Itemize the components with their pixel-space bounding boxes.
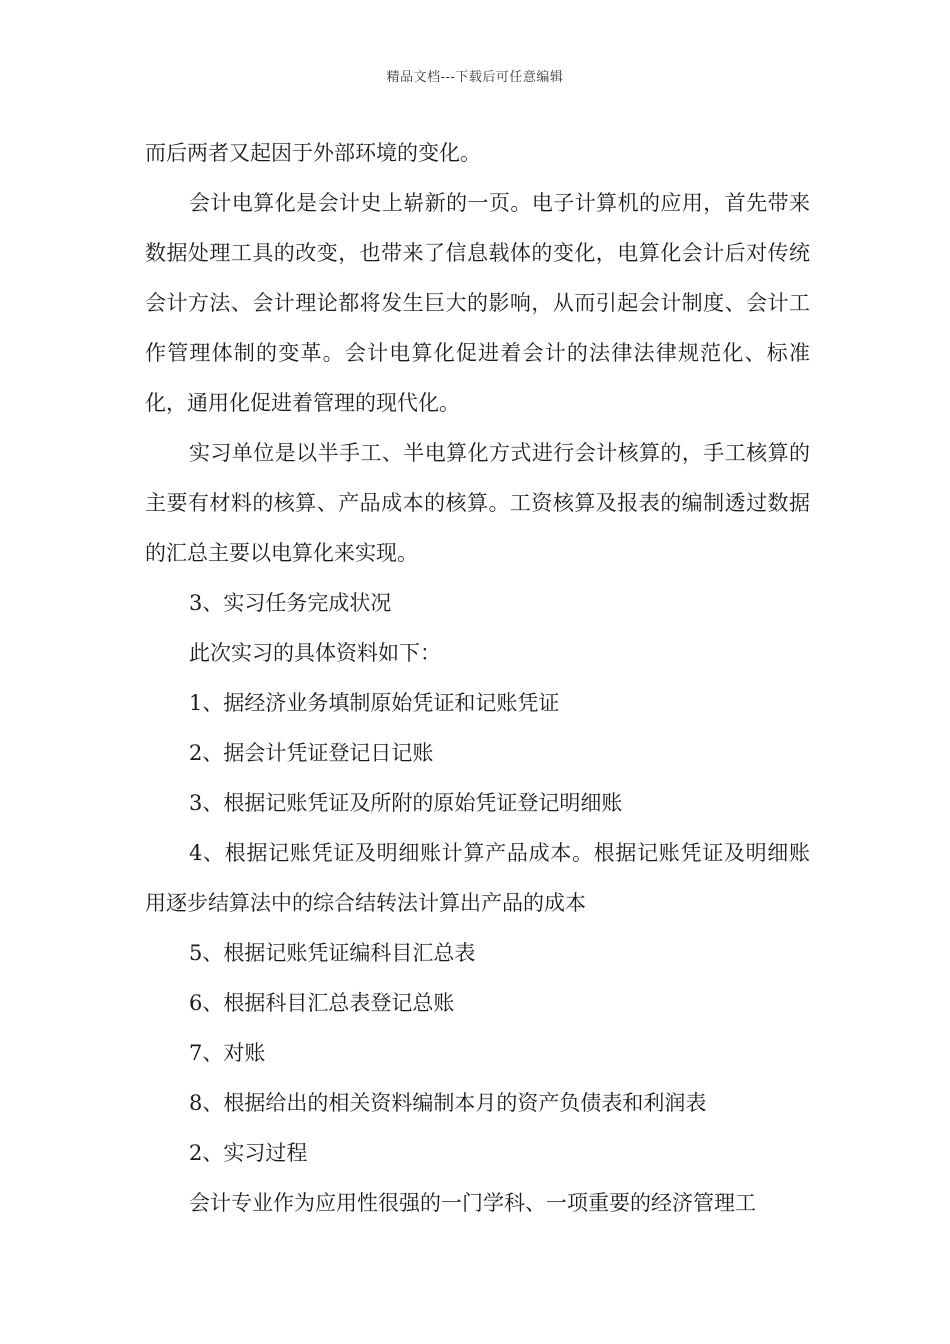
list-item: 2、据会计凭证登记日记账 xyxy=(189,741,434,765)
paragraph: 会计专业作为应用性很强的一门学科、一项重要的经济管理工 xyxy=(189,1191,756,1215)
page-header: 精品文档---下载后可任意编辑 xyxy=(386,70,564,85)
list-item: 4、根据记账凭证及明细账计算产品成本。根据记账凭证及明细账用逐步结算法中的综合结转法计算出产品的成本 xyxy=(145,841,810,915)
list-item: 3、根据记账凭证及所附的原始凭证登记明细账 xyxy=(189,791,623,815)
list-item: 6、根据科目汇总表登记总账 xyxy=(189,991,455,1015)
paragraph: 实习单位是以半手工、半电算化方式进行会计核算的，手工核算的主要有材料的核算、产品成本的核算。工资核算及报表的编制透过数据的汇总主要以电算化来实现。 xyxy=(145,441,810,565)
list-item: 8、根据给出的相关资料编制本月的资产负债表和利润表 xyxy=(189,1091,707,1115)
document-body xyxy=(145,128,810,1228)
section-heading: 3、实习任务完成状况 xyxy=(189,591,392,615)
paragraph: 此次实习的具体资料如下： xyxy=(189,641,441,665)
section-heading: 2、实习过程 xyxy=(189,1141,308,1165)
list-item: 1、据经济业务填制原始凭证和记账凭证 xyxy=(189,691,560,715)
list-item: 5、根据记账凭证编科目汇总表 xyxy=(189,941,476,965)
list-item: 7、对账 xyxy=(189,1041,266,1065)
paragraph: 而后两者又起因于外部环境的变化。 xyxy=(145,141,481,165)
paragraph: 会计电算化是会计史上崭新的一页。电子计算机的应用，首先带来数据处理工具的改变，也带来了信息载体的变化，电算化会计后对传统会计方法、会计理论都将发生巨大的影响，从而引起会计制度、会计工作管理体制的变革。会计电算化促进着会计的法律法律规范化、标准化，通用化促进着管理的现代化。 xyxy=(145,191,810,415)
